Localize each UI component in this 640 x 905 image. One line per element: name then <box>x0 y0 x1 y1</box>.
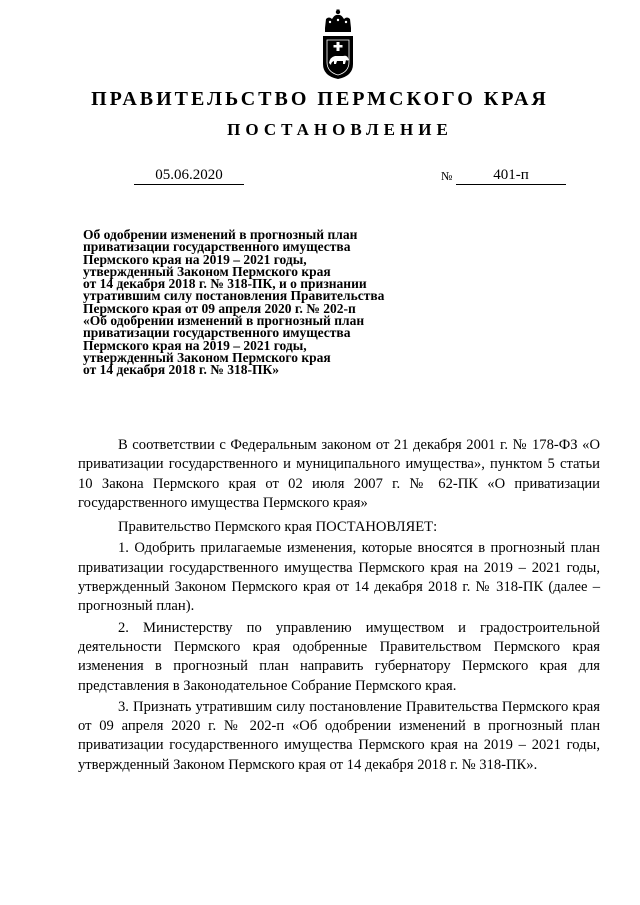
decree-item-2: 2. Министерству по управлению имуществом и градостроительной деятельности Пермского края одобренные Правительством Пермского края изменения в прогнозный план направить губернатору Пермского края для представления в Законодательное Собрание Пермского края. <box>78 619 600 694</box>
document-date: 05.06.2020 <box>134 166 244 185</box>
subject-line: «Об одобрении изменений в прогнозный план <box>83 313 365 329</box>
subject-line: от 14 декабря 2018 г. № 318-ПК» <box>83 362 279 378</box>
subject-line: утвержденный Законом Пермского края <box>83 263 331 279</box>
subject-line: приватизации государственного имущества <box>83 325 351 341</box>
decree-item-3: 3. Признать утратившим силу постановление Правительства Пермского края от 09 апреля 2020 г. № 202-п «Об одобрении изменений в прогнозный план приватизации государственного имущества Пермского края на 2019 – 2021 годы, утвержденный Законом Пермского края от 14 декабря 2018 г. № 318-ПК». <box>78 698 600 773</box>
decree-item-1: 1. Одобрить прилагаемые изменения, которые вносятся в прогнозный план приватизации государственного имущества Пермского края на 2019 – 2021 годы, утвержденный Законом Пермского края от 14 декабря 2018 г. № 318-ПК (далее – прогнозный план). <box>78 540 600 615</box>
document-number: 401-п <box>456 166 566 185</box>
crown-icon <box>325 10 351 33</box>
government-title: ПРАВИТЕЛЬСТВО ПЕРМСКОГО КРАЯ <box>91 88 549 110</box>
subject-line: Об одобрении изменений в прогнозный план <box>83 227 358 242</box>
number-label: № <box>441 169 453 183</box>
preamble-paragraph: В соответствии с Федеральным законом от 21 декабря 2001 г. № 178-ФЗ «О приватизации государственного и муниципального имущества», пунктом 5 статьи 10 Закона Пермского края от 02 июля 2007 г. № 62-ПК «О приватизации государственного имущества Пермского края» <box>78 437 600 511</box>
coat-of-arms-emblem <box>319 8 357 80</box>
subject-line: от 14 декабря 2018 г. № 318-ПК, и о признании <box>83 276 367 292</box>
document-type-title: ПОСТАНОВЛЕНИЕ <box>227 120 453 139</box>
shield-icon <box>323 36 353 79</box>
subject-line: приватизации государственного имущества <box>83 239 351 255</box>
document-subject <box>83 229 443 377</box>
subject-line: Пермского края от 09 апреля 2020 г. № 202-п <box>83 300 356 316</box>
decree-statement: Правительство Пермского края ПОСТАНОВЛЯЕТ: <box>118 519 438 536</box>
subject-line: Пермского края на 2019 – 2021 годы, <box>83 251 307 267</box>
document-body <box>78 436 600 777</box>
subject-line: утратившим силу постановления Правительства <box>83 288 385 304</box>
subject-line: Пермского края на 2019 – 2021 годы, <box>83 337 307 353</box>
subject-line: утвержденный Законом Пермского края <box>83 349 331 365</box>
